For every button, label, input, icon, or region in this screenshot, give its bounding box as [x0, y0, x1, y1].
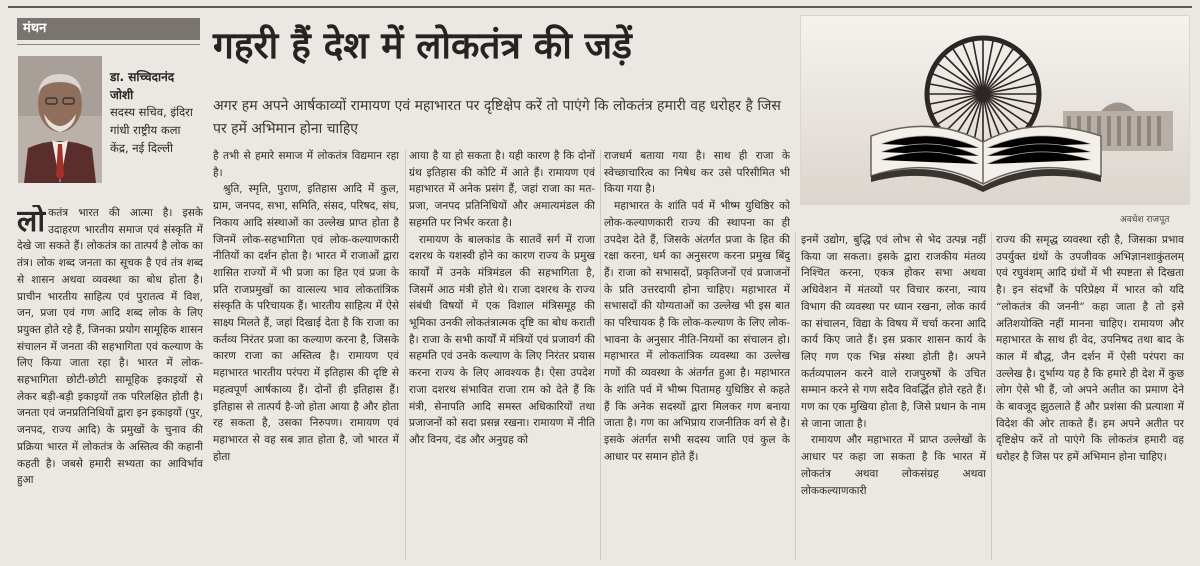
column-divider	[991, 232, 992, 560]
author-photo	[18, 56, 102, 183]
column-divider	[795, 232, 796, 560]
author-name: डा. सच्चिदानंद जोशी	[110, 70, 175, 102]
article-paragraph: आया है या हो सकता है। यही कारण है कि दोनों ग्रंथ इतिहास की कोटि में आते हैं। रामायण एवं महाभारत में अनेक प्रसंग हैं, जहां राजा का मत-प्रजा, जनपद प्रतिनिधियों और अमात्यमंडल की सहमति पर निर्भर करता है।	[409, 150, 595, 229]
ashoka-chakra-book-parliament-icon	[801, 16, 1189, 204]
author-portrait-icon	[18, 56, 102, 183]
drop-cap: लो	[17, 205, 46, 239]
article-paragraph: राजधर्म बताया गया है। साथ ही राजा के स्वेच्छाचारित्व का निषेध कर उसे परिसीमित भी किया गया है।	[604, 150, 790, 196]
article-paragraph: राज्य की समृद्ध व्यवस्था रही है, जिसका प्रभाव उपर्युक्त ग्रंथों के उपजीवक अभिज्ञानशाकुंतलम् एवं रघुवंशम् आदि ग्रंथों में भी स्पष्टता से दिखता है। इन संदर्भों के परिप्रेक्ष्य में भारत को यदि “लोकतंत्र की जननी” कहा जाता है तो इसे अतिशयोक्ति नहीं मानना चाहिए। रामायण और महाभारत के साथ ही वेद, उपनिषद तथा बाद के काल में बौद्ध, जैन दर्शन में ऐसी परंपरा का उल्लेख है। दुर्भाग्य यह है कि हमारे ही देश में कुछ लोग ऐसे भी हैं, जो अपने अतीत का प्रमाण देने के बावजूद झुठलाते हैं और प्रशंसा की प्रत्याशा में विदेश की ओर ताकते हैं। हम अपने अतीत पर दृष्टिक्षेप करें तो पाएंगे कि लोकतंत्र हमारी वह धरोहर है जिस पर हमें अभिमान होना चाहिए।	[996, 234, 1184, 464]
article-column-4	[604, 148, 790, 560]
article-column-2	[213, 148, 399, 560]
article-column-6	[996, 232, 1184, 560]
section-label: मंथन	[17, 18, 200, 40]
article-paragraph: महाभारत के शांति पर्व में भीष्म युधिष्ठिर को लोक-कल्याणकारी राज्य की स्थापना का ही उपदेश देते हैं, जिसके अंतर्गत प्रजा के हित की रक्षा करना, धर्म का अनुसरण करना प्रमुख बिंदु हैं। राजा को सभासदों, प्रकृतिजनों एवं प्रजाजनों के प्रति उत्तरदायी होना चाहिए। महाभारत में सभासदों की योग्यताओं का उल्लेख भी इस बात का परिचायक है कि लोक-कल्याण के लिए लोक-भावना के अनुसार नीति-नियमों का संचालन हो। महाभारत में लोकतांत्रिक व्यवस्था का उल्लेख गणों की व्यवस्था के अंतर्गत हुआ है। महाभारत के शांति पर्व में भीष्म पितामह युधिष्ठिर से कहते हैं कि अनेक सदस्यों द्वारा मिलकर गण बनाया जाता है। गण का अभिप्राय राजनीतिक वर्ग से है। इसके अंतर्गत सभी सदस्य जाति एवं कुल के आधार पर समान होते हैं।	[604, 200, 790, 463]
deck-subheadline: अगर हम अपने आर्षकाव्यों रामायण एवं महाभारत पर दृष्टिक्षेप करें तो पाएंगे कि लोकतंत्र हमारी वह धरोहर है जिस पर हमें अभिमान होना चाहिए	[213, 98, 781, 137]
author-role: सदस्य सचिव, इंदिरा गांधी राष्ट्रीय कला केंद्र, नई दिल्ली	[110, 105, 193, 155]
article-paragraph: इनमें उद्योग, बुद्धि एवं लोभ से भेद उत्पन्न नहीं किया जा सकता। इसके द्वारा राजकीय मंतव्य निश्चित करना, एकत्र होकर सभा अथवा अधिवेशन में मंतव्यों पर विचार करना, न्याय विभाग की व्यवस्था पर ध्यान रखना, लोक कार्य का संचालन, विद्या के विषय में चर्चा करना आदि कार्य किए जाते हैं। इस प्रकार शासन कार्य के लिए गण एक भिन्न संस्था होती है। अपने कर्तव्यपालन करने वाले राजपुरुषों के उचित सम्मान करने से गण सदैव विवर्द्धित होते रहते हैं। गण का एक मुखिया होता है, जिसे प्रधान के नाम से जाना जाता है।	[801, 234, 986, 430]
article-column-1	[17, 205, 203, 560]
photo-credit: अवधेश राजपूत	[1120, 215, 1170, 225]
article-paragraph: कतंत्र भारत की आत्मा है। इसके उदाहरण भारतीय समाज एवं संस्कृति में देखे जा सकते हैं। लोकतंत्र का तात्पर्य है लोक का तंत्र। लोक शब्द जनता का सूचक है एवं तंत्र शब्द से शासन अथवा व्यवस्था का बोध होता है। प्राचीन भारतीय साहित्य एवं पुरातत्व में विश, जन, प्रजा एवं गण आदि शब्द लोक के लिए प्रयुक्त होते रहे हैं, जिनका प्रयोग सामूहिक शासन संचालन में जनता की सहभागिता एवं कल्याण के लिए किया जाता रहा है। भारत में लोक-सहभागिता छोटी-छोटी सामूहिक इकाइयों से लेकर बड़ी-बड़ी इकाइयों तक परिलक्षित होती है। जनता एवं जनप्रतिनिधियों द्वारा इन इकाइयों (पुर, जनपद, राज्य आदि) के प्रमुखों के चुनाव की प्रक्रिया भारत में लोकतंत्र के अस्तित्व की कहानी कहती है। जबसे हमारी सभ्यता का आविर्भाव हुआ	[17, 207, 203, 487]
headline: गहरी हैं देश में लोकतंत्र की जड़ें	[213, 24, 632, 67]
article-paragraph: है तभी से हमारे समाज में लोकतंत्र विद्यमान रहा है।	[213, 150, 399, 179]
article-paragraph: रामायण और महाभारत में प्राप्त उल्लेखों के आधार पर कहा जा सकता है कि भारत में लोकतंत्र अथवा लोकसंग्रह अथवा लोककल्याणकारी	[801, 434, 986, 497]
top-rule	[8, 6, 1192, 8]
column-divider	[405, 150, 406, 560]
article-paragraph: श्रुति, स्मृति, पुराण, इतिहास आदि में कुल, ग्राम, जनपद, सभा, समिति, संसद, परिषद, संघ, निकाय आदि संस्थाओं का उल्लेख प्राप्त होता है जिनमें लोक-सहभागिता एवं लोक-कल्याणकारी नीतियों का दर्शन होता है। भारत में राजाओं द्वारा शासित राज्यों में भी प्रजा का हित एवं प्रजा के प्रति राजप्रमुखों का वात्सल्य भाव लोकतांत्रिक संस्कृति के परिचायक हैं। भारतीय साहित्य में ऐसे साक्ष्य मिलते हैं, जहां दिखाई देता है कि राजा का कर्तव्य निरंतर प्रजा का कल्याण करना है, जिसके कारण राजा का अस्तित्व है। रामायण एवं महाभारत भारतीय परंपरा में इतिहास की दृष्टि से महत्वपूर्ण आर्षकाव्य हैं। दोनों ही इतिहास हैं। इतिहास से तात्पर्य है-जो होता आया है और होता रह सकता है, उसका निरुपण। रामायण एवं महाभारत से वह सब ज्ञात होता है, जो भारत में होता	[213, 183, 399, 463]
article-paragraph: रामायण के बालकांड के सातवें सर्ग में राजा दशरथ के यशस्वी होने का कारण राज्य के प्रमुख कार्यों में उनके मंत्रिमंडल की सहभागिता है, जिसमें आठ मंत्री होते थे। राजा दशरथ के राज्य संबंधी विषयों में एक विशाल मंत्रिसमूह की भूमिका उनकी लोकतंत्रात्मक दृष्टि का बोध कराती है। राजा के सभी कार्यों में मंत्रियों एवं प्रजावर्ग की सहमति एवं उनके कल्याण के लिए निरंतर प्रयास करना राज्य के लिए आवश्यक है। ऐसा उपदेश राजा दशरथ संभावित राजा राम को देते हैं कि मंत्री, सेनापति आदि समस्त अधिकारियों तथा प्रजाजनों को सदा प्रसन्न रखना। रामायण में नीति और विनय, दंड और अनुग्रह को	[409, 233, 595, 446]
illustration	[800, 15, 1190, 205]
article-column-3	[409, 148, 595, 560]
article-column-5	[801, 232, 986, 560]
column-divider	[600, 150, 601, 560]
